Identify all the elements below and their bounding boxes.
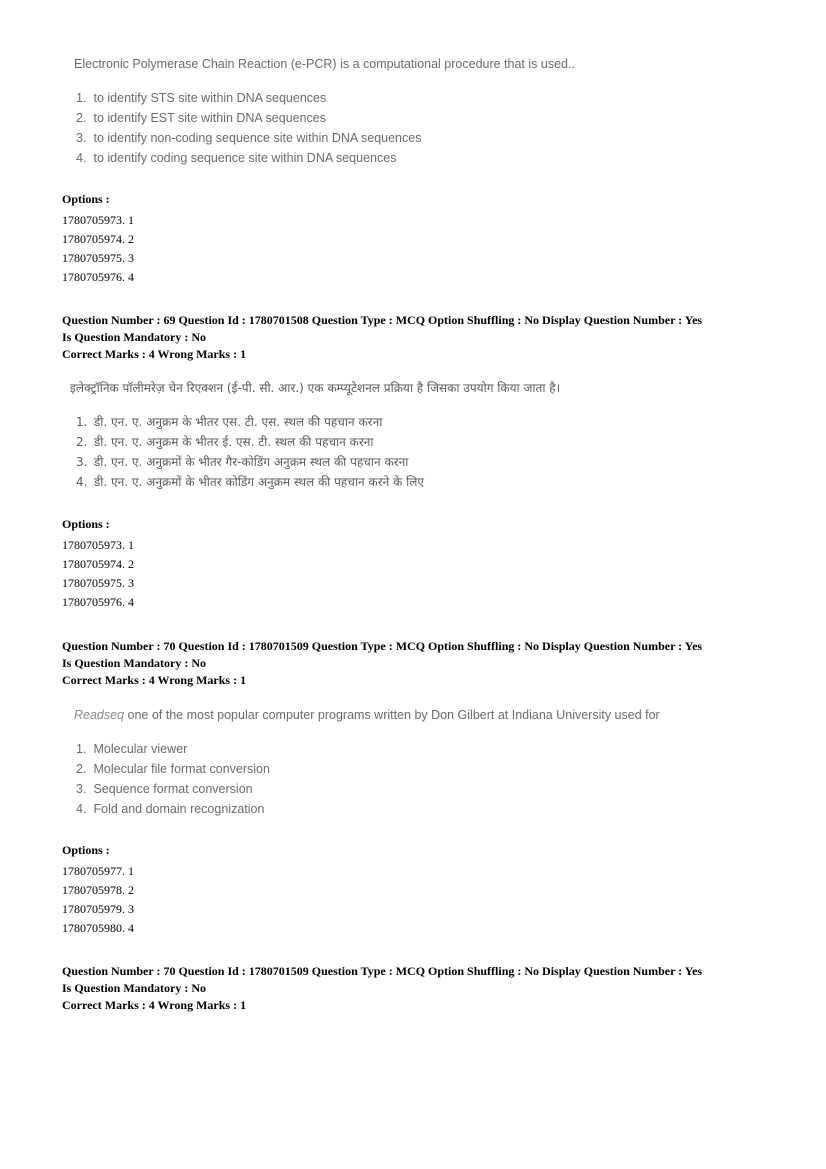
option-row: 1780705974. 2: [62, 232, 134, 246]
question-68-image: [70, 56, 750, 168]
question-info-line: Question Number : 70 Question Id : 1780701509 Question Type : MCQ Option Shuffling : No Display Question Number : Yes: [62, 639, 703, 653]
options-block-68: [62, 191, 134, 287]
marks-line: Correct Marks : 4 Wrong Marks : 1: [62, 673, 247, 687]
question-info-line: Question Number : 70 Question Id : 1780701509 Question Type : MCQ Option Shuffling : No Display Question Number : Yes: [62, 964, 703, 978]
question-stem: Electronic Polymerase Chain Reaction (e-PCR) is a computational procedure that is used..: [74, 57, 575, 71]
question-item: 3. Sequence format conversion: [76, 782, 253, 796]
question-item-list: [70, 739, 750, 819]
option-row: 1780705975. 3: [62, 251, 134, 265]
question-item: 1. to identify STS site within DNA sequences: [76, 91, 327, 105]
option-row: 1780705975. 3: [62, 576, 134, 590]
question-item: 4. to identify coding sequence site within DNA sequences: [76, 151, 397, 165]
option-row: 1780705978. 2: [62, 883, 134, 897]
option-row: 1780705977. 1: [62, 864, 134, 878]
question-item: 2. Molecular file format conversion: [76, 762, 270, 776]
question-item: 3. डी. एन. ए. अनुक्रमों के भीतर गैर-कोडिंग अनुक्रम स्थल की पहचान करना: [76, 455, 409, 469]
question-70-meta: [62, 638, 782, 689]
question-stem: इलेक्ट्रॉनिक पॉलीमरेज़ चेन रिएक्शन (ई-पी. सी. आर.) एक कम्प्यूटेशनल प्रक्रिया है जिसका उपयोग किया जाता है।: [70, 381, 561, 395]
question-item-list: [70, 412, 750, 492]
program-name: Readseq: [74, 708, 125, 722]
question-69-image: [70, 380, 750, 492]
option-row: 1780705974. 2: [62, 557, 134, 571]
mandatory-line: Is Question Mandatory : No: [62, 330, 207, 344]
question-item: 2. डी. एन. ए. अनुक्रम के भीतर ई. एस. टी. स्थल की पहचान करना: [76, 435, 374, 449]
marks-line: Correct Marks : 4 Wrong Marks : 1: [62, 347, 247, 361]
option-row: 1780705976. 4: [62, 595, 134, 609]
mandatory-line: Is Question Mandatory : No: [62, 981, 207, 995]
options-title: Options :: [62, 517, 110, 531]
options-title: Options :: [62, 843, 110, 857]
options-block-70: [62, 842, 134, 938]
option-row: 1780705973. 1: [62, 538, 134, 552]
marks-line: Correct Marks : 4 Wrong Marks : 1: [62, 998, 247, 1012]
question-item: 1. Molecular viewer: [76, 742, 188, 756]
option-row: 1780705980. 4: [62, 921, 134, 935]
option-row: 1780705979. 3: [62, 902, 134, 916]
options-block-69: [62, 516, 134, 612]
question-item: 4. Fold and domain recognization: [76, 802, 265, 816]
question-70-meta-repeat: [62, 963, 782, 1014]
mandatory-line: Is Question Mandatory : No: [62, 656, 207, 670]
question-item: 4. डी. एन. ए. अनुक्रमों के भीतर कोडिंग अनुक्रम स्थल की पहचान करने के लिए: [76, 475, 424, 489]
question-stem: Readseq one of the most popular computer programs written by Don Gilbert at Indiana University used for: [74, 708, 660, 722]
question-70-image: [70, 707, 750, 819]
question-item: 2. to identify EST site within DNA sequences: [76, 111, 327, 125]
option-row: 1780705976. 4: [62, 270, 134, 284]
question-item-list: [70, 88, 750, 168]
question-info-line: Question Number : 69 Question Id : 1780701508 Question Type : MCQ Option Shuffling : No Display Question Number : Yes: [62, 313, 703, 327]
question-69-meta: [62, 312, 782, 363]
question-item: 1. डी. एन. ए. अनुक्रम के भीतर एस. टी. एस. स्थल की पहचान करना: [76, 415, 383, 429]
question-item: 3. to identify non-coding sequence site within DNA sequences: [76, 131, 422, 145]
options-title: Options :: [62, 192, 110, 206]
option-row: 1780705973. 1: [62, 213, 134, 227]
